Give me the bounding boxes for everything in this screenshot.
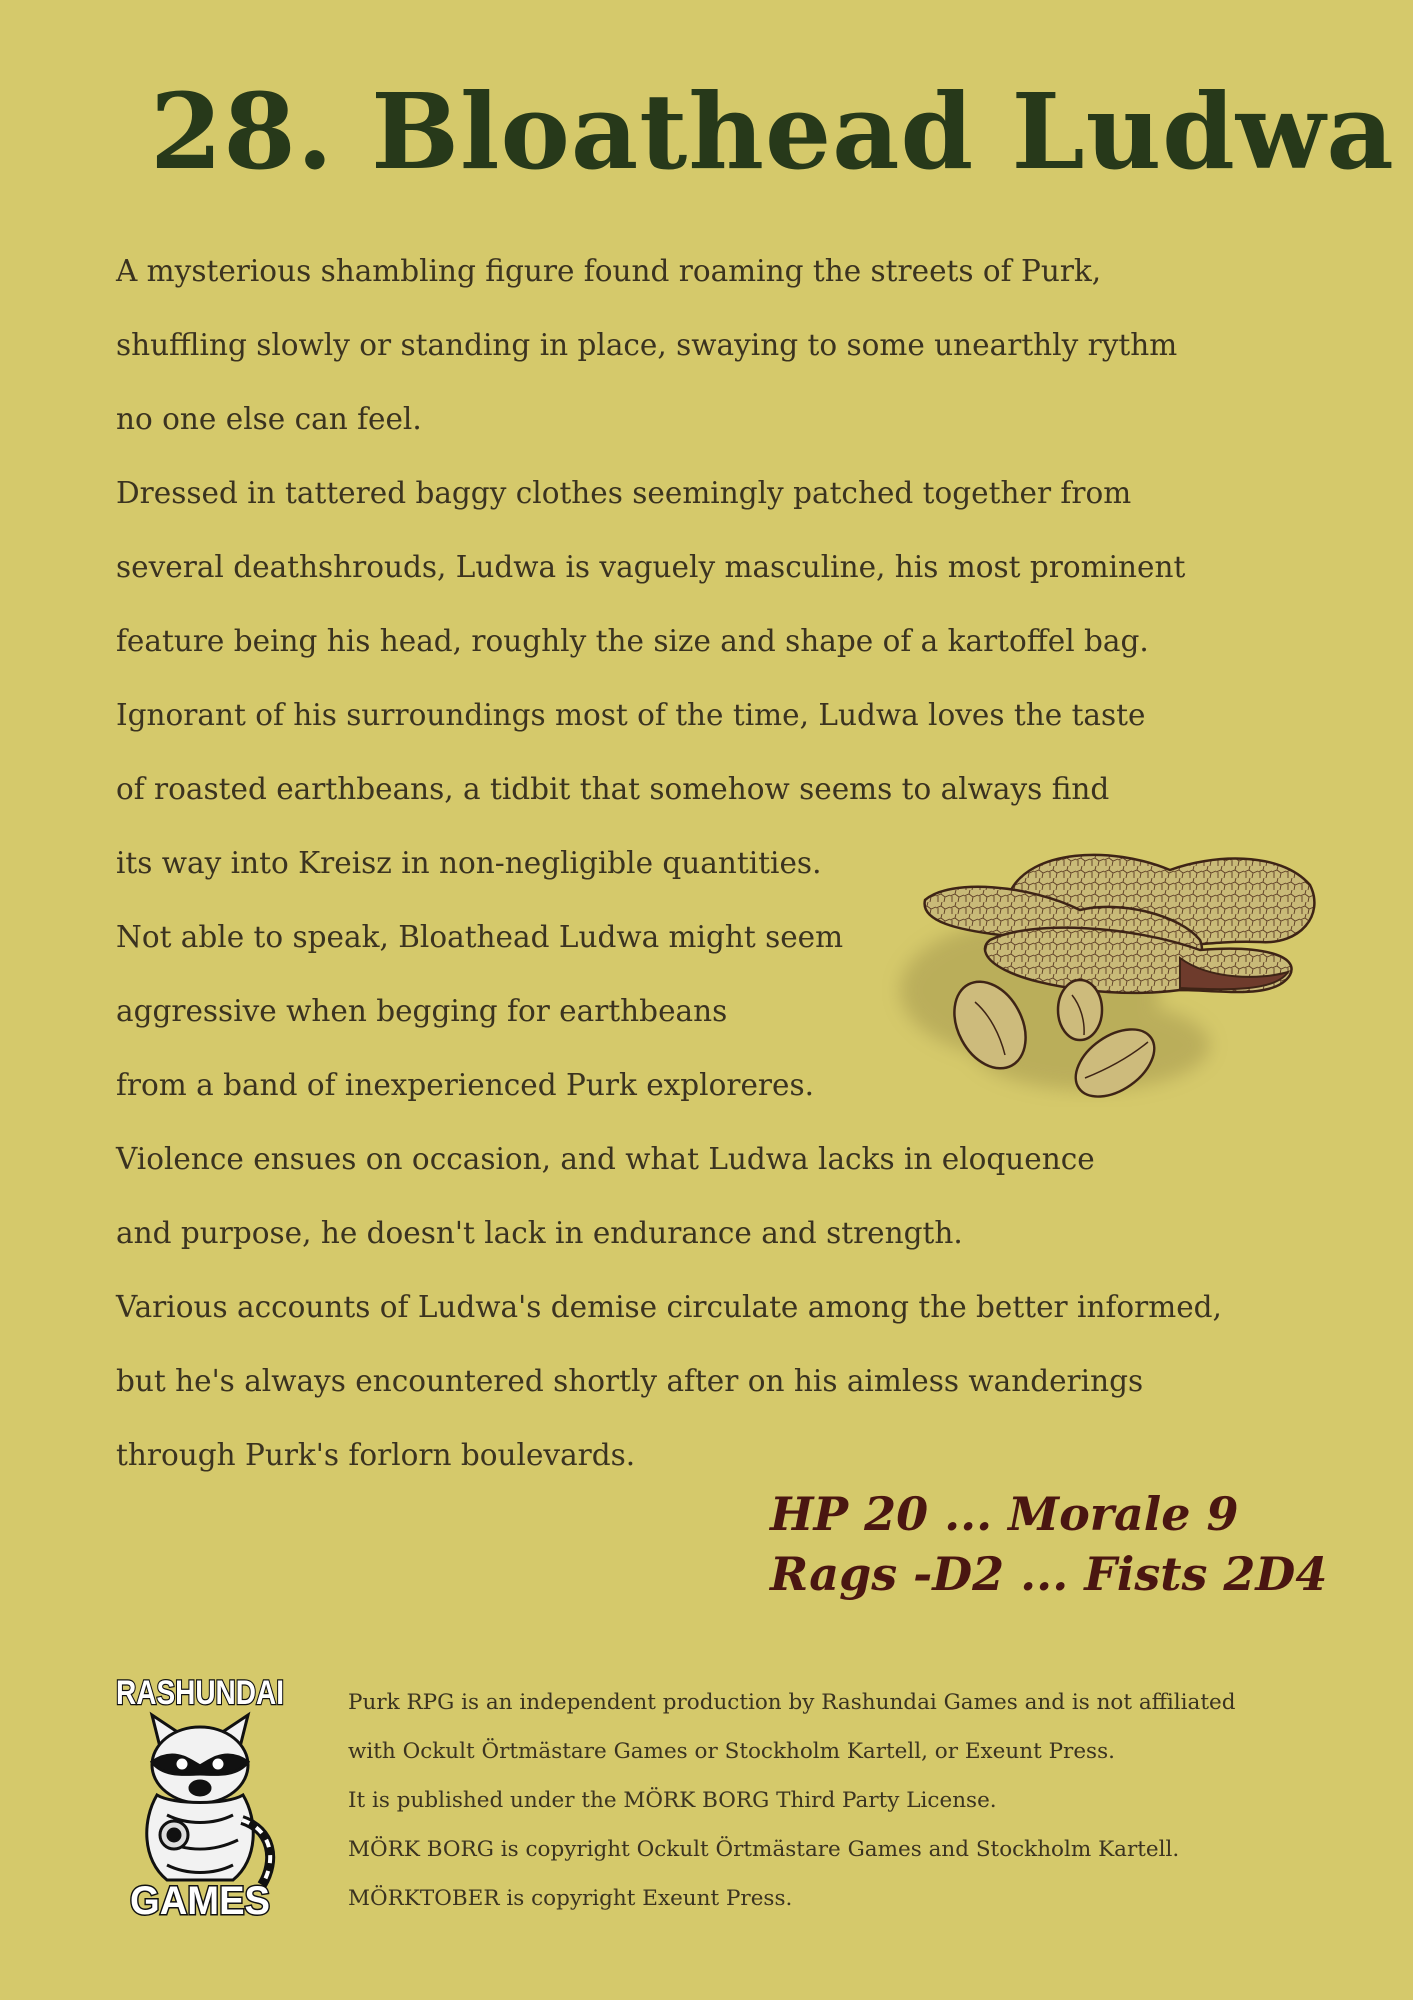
stat-line-hp-morale: HP 20 ... Morale 9 xyxy=(770,1487,1239,1541)
legal-line: MÖRKTOBER is copyright Exeunt Press. xyxy=(348,1886,793,1911)
description-line: its way into Kreisz in non-negligible quantities. xyxy=(116,846,822,880)
raccoon-icon xyxy=(147,1715,270,1885)
legal-line: MÖRK BORG is copyright Ockult Örtmästare Games and Stockholm Kartell. xyxy=(348,1837,1180,1862)
rashundai-games-logo xyxy=(112,1670,288,1923)
description-line: but he's always encountered shortly after on his aimless wanderings xyxy=(116,1364,1144,1398)
description-line: shuffling slowly or standing in place, swaying to some unearthly rythm xyxy=(116,328,1178,362)
description-line: no one else can feel. xyxy=(116,402,422,436)
description-line: feature being his head, roughly the size and shape of a kartoffel bag. xyxy=(116,624,1149,658)
stat-block xyxy=(770,1484,1330,1604)
page-title: 28. Bloathead Ludwa xyxy=(150,70,1395,193)
logo-top-text: RASHUNDAI xyxy=(116,1674,284,1712)
description-line: A mysterious shambling figure found roaming the streets of Purk, xyxy=(116,254,1102,288)
description-line: of roasted earthbeans, a tidbit that somehow seems to always find xyxy=(116,772,1110,806)
description-line: Dressed in tattered baggy clothes seemingly patched together from xyxy=(116,476,1132,510)
description-line: Violence ensues on occasion, and what Ludwa lacks in eloquence xyxy=(116,1142,1095,1176)
logo-bottom-text: GAMES xyxy=(130,1879,270,1923)
description-line: and purpose, he doesn't lack in endurance and strength. xyxy=(116,1216,963,1250)
legal-line: It is published under the MÖRK BORG Third Party License. xyxy=(348,1788,997,1813)
description-line: Ignorant of his surroundings most of the time, Ludwa loves the taste xyxy=(116,698,1146,732)
legal-line: with Ockult Örtmästare Games or Stockholm Kartell, or Exeunt Press. xyxy=(348,1739,1115,1764)
legal-notice xyxy=(348,1678,1348,1923)
description-line: Not able to speak, Bloathead Ludwa might seem xyxy=(116,920,844,954)
description-line: several deathshrouds, Ludwa is vaguely masculine, his most prominent xyxy=(116,550,1186,584)
description-line: through Purk's forlorn boulevards. xyxy=(116,1438,636,1472)
peanut-illustration xyxy=(880,830,1320,1120)
description-line: from a band of inexperienced Purk exploreres. xyxy=(116,1068,815,1102)
stat-line-armor-attack: Rags -D2 ... Fists 2D4 xyxy=(770,1547,1328,1601)
legal-line: Purk RPG is an independent production by Rashundai Games and is not affiliated xyxy=(348,1690,1236,1715)
description-line: aggressive when begging for earthbeans xyxy=(116,994,728,1028)
description-line: Various accounts of Ludwa's demise circulate among the better informed, xyxy=(116,1290,1222,1324)
